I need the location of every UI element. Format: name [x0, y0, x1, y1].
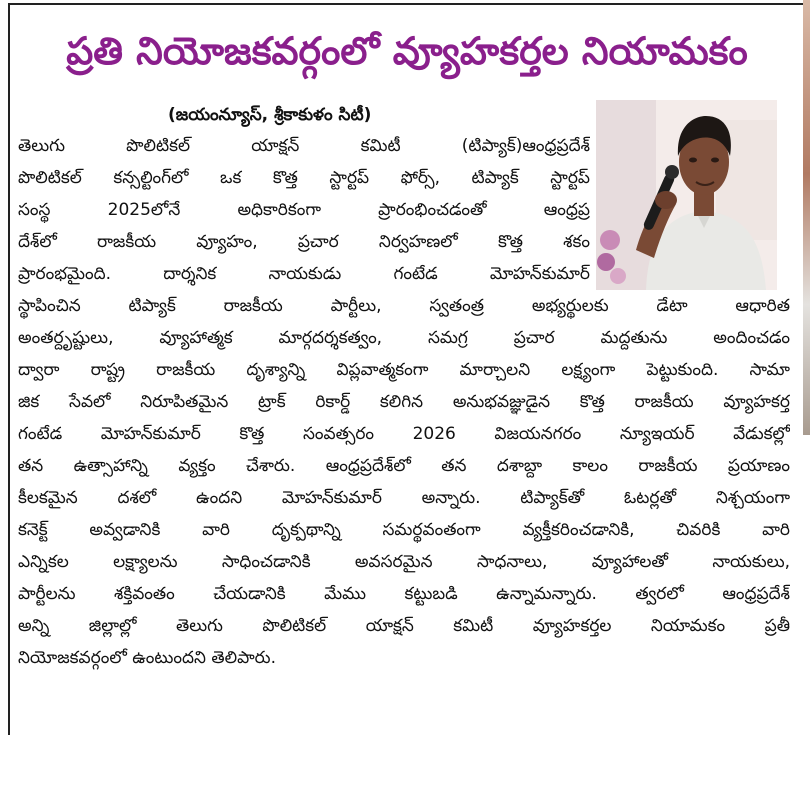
- article-line: తన ఉత్సాహాన్ని వ్యక్తం చేశారు. ఆంధ్రప్రదేశ్‌లో తన దశాబ్దా కాలం రాజకీయ ప్రయాణం: [18, 456, 790, 476]
- adjacent-photo-edge: [803, 0, 810, 435]
- article-line: అంతర్దృష్టులు, వ్యూహాత్మక మార్గదర్శకత్వం, సమగ్ర ప్రచార మద్దతును అందించడం: [18, 328, 790, 348]
- article-line: గంటేడ మోహన్‌కుమార్ కొత్త సంవత్సరం 2026 విజయనగరం న్యూఇయర్ వేడుకల్లో: [18, 424, 790, 444]
- article-line: దేశ్‌లో రాజకీయ వ్యూహం, ప్రచార నిర్వహణలో కొత్త శకం: [18, 232, 590, 252]
- speaker-photo: [596, 100, 777, 290]
- headline: ప్రతి నియోజకవర్గంలో వ్యూహకర్తల నియామకం: [66, 29, 748, 73]
- left-border: [8, 3, 10, 735]
- byline: (జయంన్యూస్, శ్రీకాకుళం సిటీ): [168, 105, 372, 125]
- article-line: తెలుగు పొలిటికల్ యాక్షన్ కమిటీ (టిప్యాక్)ఆంధ్రప్రదేశ్: [18, 136, 590, 156]
- article-line: నియోజకవర్గంలో ఉంటుందని తెలిపారు.: [18, 648, 276, 668]
- article-line: సంస్థ 2025లోనే అధికారికంగా ప్రారంభించడంతో ఆంధ్రప్ర: [18, 200, 590, 220]
- article-line: ఎన్నికల లక్ష్యాలను సాధించడానికి అవసరమైన సాధనాలు, వ్యూహాలతో నాయకులు,: [18, 552, 790, 572]
- article-line: పొలిటికల్ కన్సల్టింగ్‌లో ఒక కొత్త స్టార్టప్ ఫోర్స్, టిప్యాక్ స్టార్టప్: [18, 168, 590, 188]
- article-line: పార్టీలను శక్తివంతం చేయడానికి మేము కట్టుబడి ఉన్నామన్నారు. త్వరలో ఆంధ్రప్రదేశ్: [18, 584, 790, 604]
- article-line: అన్ని జిల్లాల్లో తెలుగు పొలిటికల్ యాక్షన్ కమిటీ వ్యూహకర్తల నియామకం ప్రతీ: [18, 616, 790, 636]
- article-line: కీలకమైన దశలో ఉందని మోహన్‌కుమార్ అన్నారు. టిప్యాక్‌తో ఓటర్లతో నిశ్చయంగా: [18, 488, 790, 508]
- article-line: కనెక్ట్ అవ్వడానికి వారి దృక్పథాన్ని సమర్థవంతంగా వ్యక్తీకరించడానికి, చివరికి వారి: [18, 520, 790, 540]
- article-line: ప్రారంభమైంది. దార్శనిక నాయకుడు గంటేడ మోహన్‌కుమార్: [18, 264, 590, 284]
- top-border: [8, 3, 803, 5]
- article-line: ద్వారా రాష్ట్ర రాజకీయ దృశ్యాన్ని విప్లవాత్మకంగా మార్చాలని లక్ష్యంగా పెట్టుకుంది. సామా: [18, 360, 790, 380]
- article-line: జిక సేవలో నిరూపితమైన ట్రాక్ రికార్డ్ కలిగిన అనుభవజ్ఞుడైన కొత్త రాజకీయ వ్యూహకర్త: [18, 392, 790, 412]
- article-line: స్థాపించిన టిప్యాక్ రాజకీయ పార్టీలు, స్వతంత్ర అభ్యర్థులకు డేటా ఆధారిత: [18, 296, 790, 316]
